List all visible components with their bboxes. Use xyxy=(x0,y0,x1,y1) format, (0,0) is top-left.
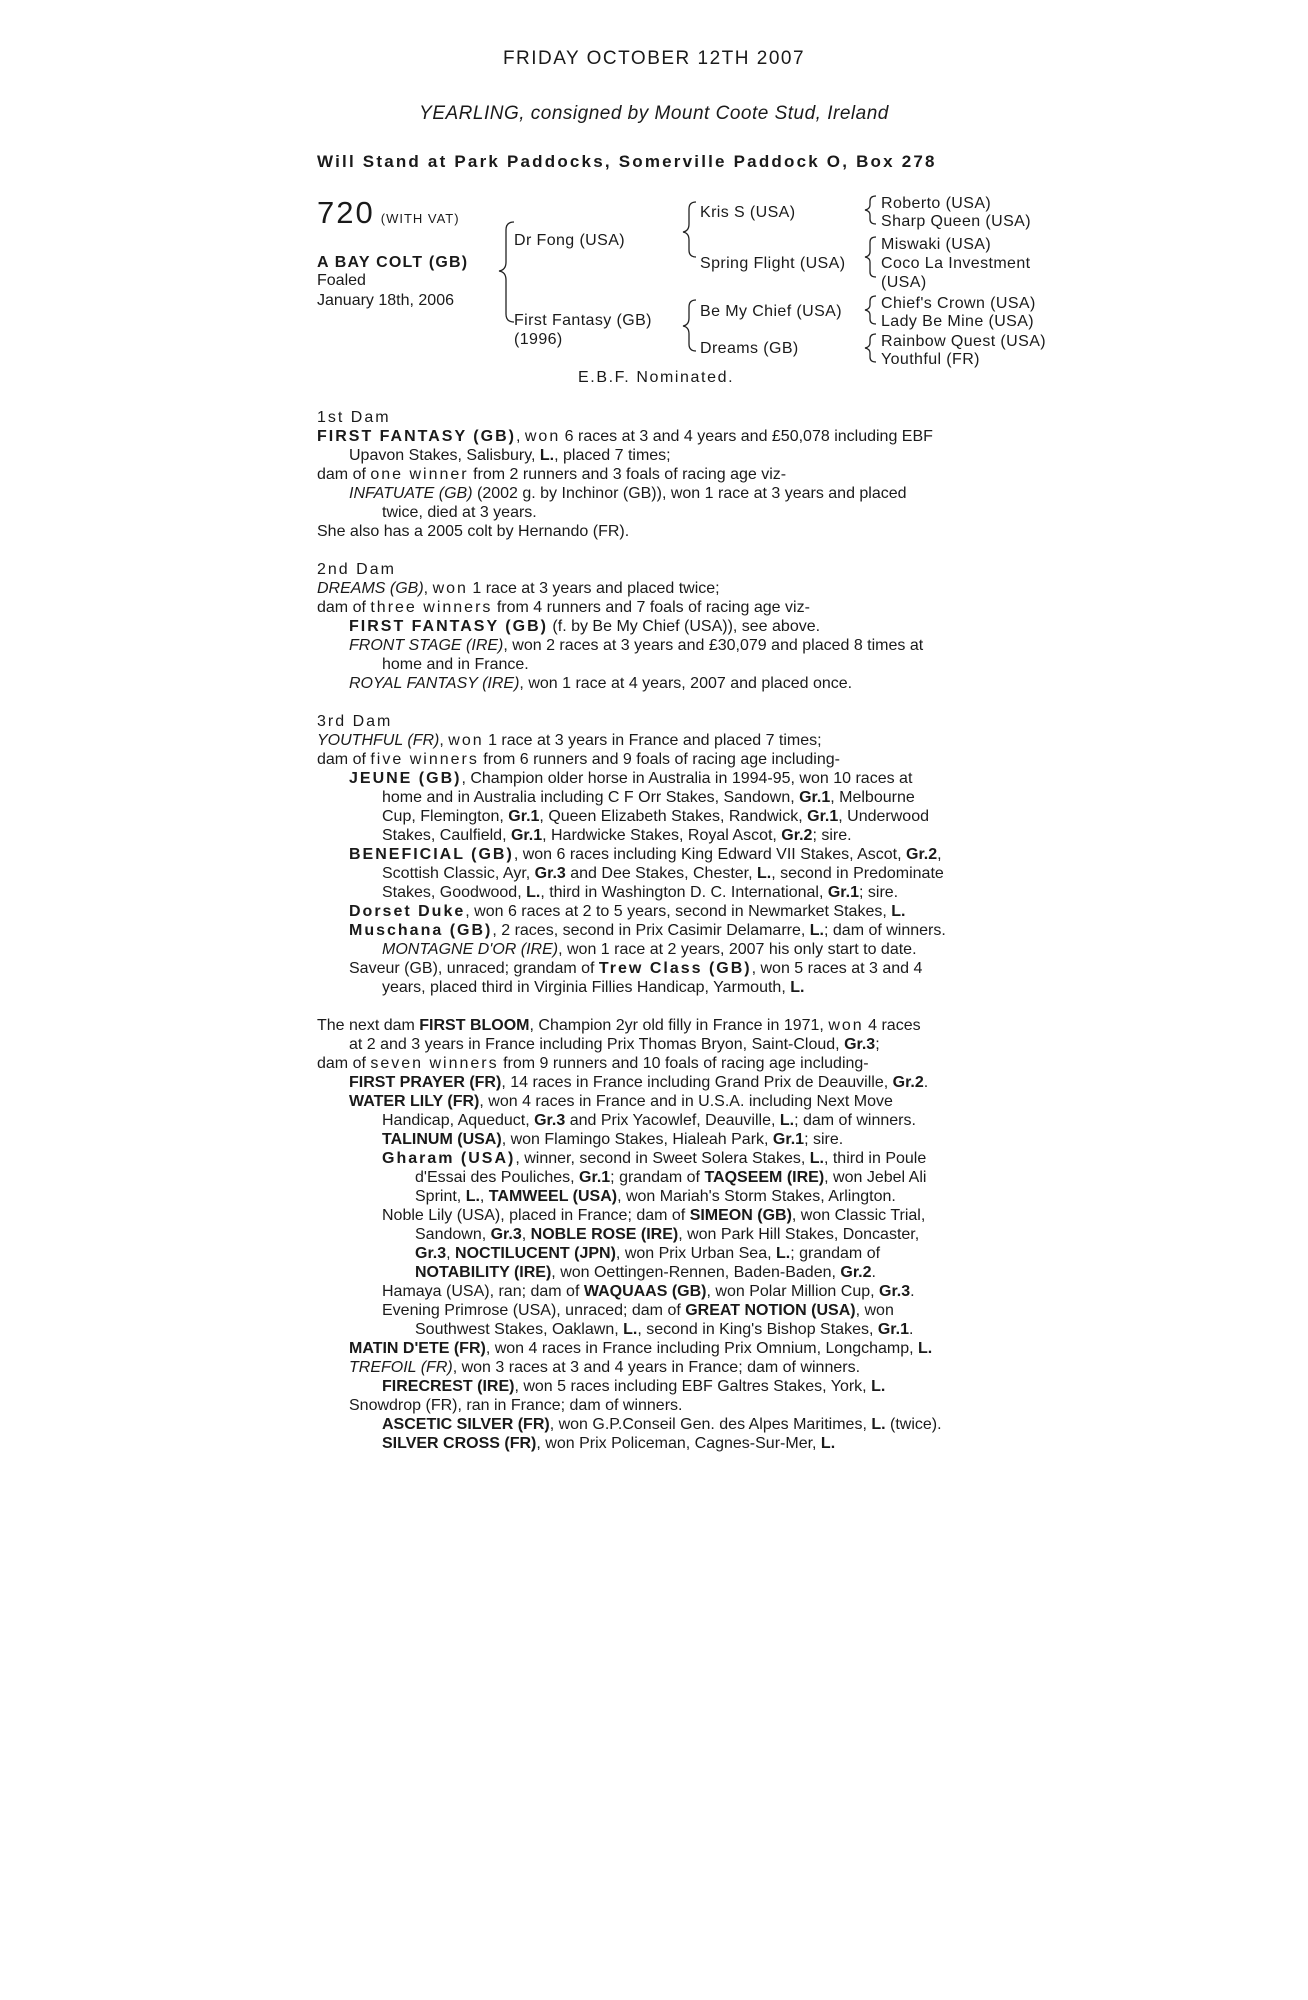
record-text: , second in Predominate xyxy=(771,865,944,882)
record-text: , won Polar Million Cup, xyxy=(706,1283,880,1300)
record-line xyxy=(317,446,1017,465)
record-text: d'Essai des Pouliches, xyxy=(415,1169,580,1186)
record-line xyxy=(317,864,1017,883)
highlighted-text: SILVER CROSS (FR) xyxy=(382,1435,537,1452)
record-line xyxy=(317,921,1017,940)
highlighted-text: L. xyxy=(465,1188,480,1205)
highlighted-text: L. xyxy=(757,865,772,882)
highlighted-text: JEUNE (GB) xyxy=(349,770,462,787)
record-text: 2nd Dam xyxy=(317,561,396,578)
record-text: Sprint, xyxy=(415,1188,466,1205)
highlighted-text: Dorset Duke xyxy=(349,903,466,920)
record-line xyxy=(317,427,1017,446)
record-line xyxy=(317,1358,1017,1377)
record-text: . xyxy=(871,1264,876,1281)
record-line xyxy=(317,902,1017,921)
record-line xyxy=(317,978,1017,997)
horse-name-italic: DREAMS (GB) xyxy=(317,580,424,597)
record-text: home and in Australia including C F Orr Stakes, Sandown, xyxy=(382,789,800,806)
pedigree-g4: Coco La Investment xyxy=(881,255,1031,272)
record-text: ; xyxy=(875,1036,880,1053)
record-line xyxy=(317,1377,1017,1396)
pedigree-g7: Rainbow Quest (USA) xyxy=(881,333,1046,350)
pedigree-dam-dam: Dreams (GB) xyxy=(700,340,799,357)
highlighted-text: Gr.1 xyxy=(508,808,540,825)
record-line xyxy=(317,1320,1017,1339)
pedigree-dam-year: (1996) xyxy=(514,331,563,348)
record-text: , xyxy=(446,1245,456,1262)
highlighted-text: MATIN D'ETE (FR) xyxy=(349,1340,486,1357)
record-text: , Underwood xyxy=(838,808,929,825)
record-line xyxy=(317,1035,1017,1054)
record-text: , won 5 races at 3 and 4 xyxy=(751,960,923,977)
record-line xyxy=(317,1168,1017,1187)
record-text: , won 4 races in France and in U.S.A. including Next Move xyxy=(479,1093,893,1110)
highlighted-text: L. xyxy=(539,447,555,464)
highlighted-text: NOBLE ROSE (IRE) xyxy=(530,1226,679,1243)
record-text: Southwest Stakes, Oaklawn, xyxy=(415,1321,624,1338)
highlighted-text: L. xyxy=(918,1340,933,1357)
highlighted-text: Gharam (USA) xyxy=(382,1150,516,1167)
record-text: (2002 g. by Inchinor (GB)), won 1 race at 3 years and placed xyxy=(472,485,907,502)
record-text: , xyxy=(423,580,433,597)
sale-date: FRIDAY OCTOBER 12TH 2007 xyxy=(502,48,806,69)
pedigree-g3: Miswaki (USA) xyxy=(881,236,992,253)
record-text: Snowdrop (FR), ran in France; dam of winners. xyxy=(349,1397,683,1414)
foaled-date: January 18th, 2006 xyxy=(317,292,454,309)
record-line xyxy=(317,1415,1017,1434)
highlighted-text: L. xyxy=(623,1321,638,1338)
foaled-label: Foaled xyxy=(317,272,366,289)
record-text: Hamaya (USA), ran; dam of xyxy=(382,1283,584,1300)
highlighted-text: L. xyxy=(526,884,541,901)
record-text: , xyxy=(937,846,942,863)
record-text: , won 1 race at 4 years, 2007 and placed once. xyxy=(519,675,853,692)
record-text: , won Jebel Ali xyxy=(824,1169,927,1186)
highlighted-text: Gr.1 xyxy=(772,1131,805,1148)
record-text: and Dee Stakes, Chester, xyxy=(565,865,758,882)
record-text: five winners xyxy=(370,751,479,768)
record-text: , won 6 races at 2 to 5 years, second in Newmarket Stakes, xyxy=(465,903,892,920)
record-text: ; grandam of xyxy=(790,1245,881,1262)
record-text: won xyxy=(524,428,561,445)
record-text: , xyxy=(521,1226,531,1243)
record-text: one winner xyxy=(370,466,469,483)
record-text: from 2 runners and 3 foals of racing age viz- xyxy=(468,466,787,483)
highlighted-text: TAQSEEM (IRE) xyxy=(704,1169,825,1186)
highlighted-text: L. xyxy=(776,1245,791,1262)
highlighted-text: Gr.3 xyxy=(844,1036,876,1053)
record-line xyxy=(317,484,1017,503)
record-line xyxy=(317,788,1017,807)
highlighted-text: TALINUM (USA) xyxy=(382,1131,502,1148)
record-line xyxy=(317,636,1017,655)
record-text: , won 4 races in France including Prix Omnium, Longchamp, xyxy=(485,1340,919,1357)
record-text: , xyxy=(515,428,525,445)
record-text: . xyxy=(923,1074,929,1091)
record-line xyxy=(317,750,1017,769)
record-text: 1 race at 3 years and placed twice; xyxy=(467,580,720,597)
record-text: Evening Primrose (USA), unraced; dam of xyxy=(382,1302,686,1319)
section-spacer xyxy=(317,997,1017,1016)
horse-name-italic: INFATUATE (GB) xyxy=(349,485,473,502)
record-text: dam of xyxy=(317,1055,371,1072)
record-text: Stakes, Goodwood, xyxy=(382,884,527,901)
highlighted-text: L. xyxy=(820,1435,836,1452)
section-spacer xyxy=(317,541,1017,560)
record-text: won xyxy=(448,732,484,749)
record-text: , won 1 race at 2 years, 2007 his only start to date. xyxy=(558,941,917,958)
highlighted-text: Gr.2 xyxy=(892,1074,924,1091)
highlighted-text: FIRECREST (IRE) xyxy=(382,1378,515,1395)
record-text: home and in France. xyxy=(382,656,529,673)
record-line xyxy=(317,883,1017,902)
record-text: Sandown, xyxy=(415,1226,491,1243)
record-text: 3rd Dam xyxy=(317,713,393,730)
record-line xyxy=(317,1263,1017,1282)
record-text: from 4 runners and 7 foals of racing age viz- xyxy=(492,599,810,616)
ebf-nomination: E.B.F. Nominated. xyxy=(578,369,735,386)
pedigree-g1: Roberto (USA) xyxy=(881,195,992,212)
consignment-line: YEARLING, consigned by Mount Coote Stud, Ireland xyxy=(419,103,889,124)
highlighted-text: Gr.3 xyxy=(415,1245,447,1262)
horse-name-italic: ROYAL FANTASY (IRE) xyxy=(349,675,520,692)
record-text: years, placed third in Virginia Fillies Handicap, Yarmouth, xyxy=(382,979,791,996)
record-line xyxy=(317,655,1017,674)
highlighted-text: L. xyxy=(891,903,906,920)
record-line xyxy=(317,465,1017,484)
pedigree-g5: Chief's Crown (USA) xyxy=(881,295,1036,312)
record-text: dam of xyxy=(317,466,371,483)
record-line xyxy=(317,1054,1017,1073)
record-text: , won 3 races at 3 and 4 years in France; dam of winners. xyxy=(452,1359,861,1376)
highlighted-text: WAQUAAS (GB) xyxy=(583,1283,707,1300)
pedigree-g8: Youthful (FR) xyxy=(881,351,980,368)
record-line xyxy=(317,1206,1017,1225)
highlighted-text: FIRST PRAYER (FR) xyxy=(349,1074,502,1091)
highlighted-text: Gr.3 xyxy=(534,1112,566,1129)
record-line xyxy=(317,1396,1017,1415)
record-line xyxy=(317,522,1017,541)
horse-description: A BAY COLT (GB) xyxy=(317,254,469,271)
horse-name-italic: FRONT STAGE (IRE) xyxy=(349,637,504,654)
vat-note: (WITH VAT) xyxy=(380,211,460,226)
record-text: Saveur (GB), unraced; grandam of xyxy=(349,960,599,977)
record-line xyxy=(317,731,1017,750)
record-text: dam of xyxy=(317,751,371,768)
produce-record xyxy=(317,408,1017,1453)
pedigree-g4-country: (USA) xyxy=(881,274,927,291)
record-text: , won xyxy=(855,1302,894,1319)
record-text: , Melbourne xyxy=(830,789,915,806)
highlighted-text: Gr.1 xyxy=(579,1169,611,1186)
highlighted-text: Gr.3 xyxy=(490,1226,522,1243)
record-text: 1st Dam xyxy=(317,409,391,426)
pedigree-dam-sire: Be My Chief (USA) xyxy=(700,303,842,320)
pedigree-braces xyxy=(0,0,1308,400)
record-text: 6 races at 3 and 4 years and £50,078 including EBF xyxy=(560,428,933,445)
record-line xyxy=(317,845,1017,864)
record-text: ; sire. xyxy=(812,827,852,844)
record-line xyxy=(317,1130,1017,1149)
record-line xyxy=(317,959,1017,978)
highlighted-text: Gr.1 xyxy=(799,789,831,806)
highlighted-text: ASCETIC SILVER (FR) xyxy=(382,1416,550,1433)
record-line xyxy=(317,1073,1017,1092)
highlighted-text: Gr.2 xyxy=(906,846,938,863)
horse-name-italic: YOUTHFUL (FR) xyxy=(317,732,440,749)
highlighted-text: Gr.2 xyxy=(781,827,813,844)
highlighted-text: Gr.3 xyxy=(879,1283,911,1300)
pedigree-sire-dam: Spring Flight (USA) xyxy=(700,255,846,272)
highlighted-text: WATER LILY (FR) xyxy=(349,1093,480,1110)
highlighted-text: FIRST BLOOM xyxy=(419,1017,530,1034)
record-text: , xyxy=(439,732,449,749)
pedigree-sire: Dr Fong (USA) xyxy=(514,232,625,249)
record-text: She also has a 2005 colt by Hernando (FR). xyxy=(317,523,630,540)
record-text: , Champion older horse in Australia in 1994-95, won 10 races at xyxy=(461,770,913,787)
record-line xyxy=(317,598,1017,617)
record-text: , 14 races in France including Grand Prix de Deauville, xyxy=(501,1074,893,1091)
record-text: The next dam xyxy=(317,1017,420,1034)
record-line xyxy=(317,560,1017,579)
record-text: , won Oettingen-Rennen, Baden-Baden, xyxy=(551,1264,841,1281)
highlighted-text: FIRST FANTASY (GB) xyxy=(317,428,516,445)
record-text: Handicap, Aqueduct, xyxy=(382,1112,535,1129)
highlighted-text: L. xyxy=(790,979,805,996)
highlighted-text: L. xyxy=(871,1416,886,1433)
lot-number-value: 720 xyxy=(317,195,375,230)
record-text: , Queen Elizabeth Stakes, Randwick, xyxy=(539,808,808,825)
highlighted-text: Gr.1 xyxy=(827,884,859,901)
record-line xyxy=(317,503,1017,522)
record-text: 4 races xyxy=(863,1017,921,1034)
record-line xyxy=(317,807,1017,826)
record-text: , won Park Hill Stakes, Doncaster, xyxy=(678,1226,920,1243)
highlighted-text: TAMWEEL (USA) xyxy=(488,1188,618,1205)
record-line xyxy=(317,1016,1017,1035)
highlighted-text: L. xyxy=(809,922,824,939)
record-text: . xyxy=(909,1321,914,1338)
highlighted-text: Muschana (GB) xyxy=(349,922,493,939)
record-text: ; grandam of xyxy=(610,1169,705,1186)
record-line xyxy=(317,769,1017,788)
record-text: , third in Poule xyxy=(823,1150,927,1167)
horse-name-italic: MONTAGNE D'OR (IRE) xyxy=(382,941,559,958)
record-text: dam of xyxy=(317,599,371,616)
record-text: twice, died at 3 years. xyxy=(382,504,537,521)
record-line xyxy=(317,1339,1017,1358)
record-text: , won G.P.Conseil Gen. des Alpes Maritimes, xyxy=(549,1416,872,1433)
record-text: , won Flamingo Stakes, Hialeah Park, xyxy=(501,1131,773,1148)
record-text: Scottish Classic, Ayr, xyxy=(382,865,535,882)
highlighted-text: Gr.1 xyxy=(877,1321,909,1338)
highlighted-text: GREAT NOTION (USA) xyxy=(685,1302,856,1319)
pedigree-g2: Sharp Queen (USA) xyxy=(881,213,1031,230)
record-text: , won Mariah's Storm Stakes, Arlington. xyxy=(617,1188,896,1205)
highlighted-text: BENEFICIAL (GB) xyxy=(349,846,514,863)
record-line xyxy=(317,1244,1017,1263)
highlighted-text: FIRST FANTASY (GB) xyxy=(349,618,548,635)
record-text: three winners xyxy=(370,599,493,616)
record-text: , Hardwicke Stakes, Royal Ascot, xyxy=(542,827,782,844)
horse-name-italic: TREFOIL (FR) xyxy=(349,1359,453,1376)
highlighted-text: L. xyxy=(779,1112,795,1129)
record-line xyxy=(317,1301,1017,1320)
record-line xyxy=(317,712,1017,731)
record-text: Upavon Stakes, Salisbury, xyxy=(349,447,540,464)
record-line xyxy=(317,826,1017,845)
highlighted-text: Gr.1 xyxy=(807,808,839,825)
highlighted-text: NOTABILITY (IRE) xyxy=(415,1264,552,1281)
stand-location: Will Stand at Park Paddocks, Somerville Paddock O, Box 278 xyxy=(317,152,937,171)
record-text: won xyxy=(432,580,468,597)
record-text: , won Prix Urban Sea, xyxy=(615,1245,776,1262)
record-text: , winner, second in Sweet Solera Stakes, xyxy=(515,1150,810,1167)
record-text: , 2 races, second in Prix Casimir Delamarre, xyxy=(492,922,810,939)
record-text: , won Classic Trial, xyxy=(791,1207,926,1224)
record-text: , second in King's Bishop Stakes, xyxy=(637,1321,878,1338)
record-text: ; dam of winners. xyxy=(824,922,946,939)
record-text: Noble Lily (USA), placed in France; dam of xyxy=(382,1207,690,1224)
pedigree-g6: Lady Be Mine (USA) xyxy=(881,313,1035,330)
record-text: , placed 7 times; xyxy=(554,447,671,464)
record-text: (f. by Be My Chief (USA)), see above. xyxy=(547,618,821,635)
record-text: (twice). xyxy=(885,1416,942,1433)
record-text: from 9 runners and 10 foals of racing age including- xyxy=(498,1055,869,1072)
pedigree-sire-sire: Kris S (USA) xyxy=(700,204,796,221)
record-text: won xyxy=(828,1017,864,1034)
highlighted-text: Trew Class (GB) xyxy=(598,960,752,977)
record-text: , won 5 races including EBF Galtres Stakes, York, xyxy=(514,1378,872,1395)
record-line xyxy=(317,579,1017,598)
record-line xyxy=(317,1282,1017,1301)
record-text: seven winners xyxy=(370,1055,499,1072)
record-text: , won Prix Policeman, Cagnes-Sur-Mer, xyxy=(536,1435,821,1452)
record-text: , won 2 races at 3 years and £30,079 and placed 8 times at xyxy=(503,637,924,654)
highlighted-text: NOCTILUCENT (JPN) xyxy=(455,1245,616,1262)
record-text: and Prix Yacowlef, Deauville, xyxy=(565,1112,780,1129)
record-line xyxy=(317,1225,1017,1244)
record-text: Stakes, Caulfield, xyxy=(382,827,511,844)
record-line xyxy=(317,617,1017,636)
record-line xyxy=(317,1092,1017,1111)
highlighted-text: Gr.1 xyxy=(510,827,543,844)
record-text: at 2 and 3 years in France including Prix Thomas Bryon, Saint-Cloud, xyxy=(349,1036,845,1053)
record-line xyxy=(317,1187,1017,1206)
record-text: , third in Washington D. C. International, xyxy=(540,884,828,901)
highlighted-text: Gr.3 xyxy=(534,865,566,882)
record-text: Cup, Flemington, xyxy=(382,808,509,825)
highlighted-text: Gr.2 xyxy=(840,1264,872,1281)
record-line xyxy=(317,1434,1017,1453)
record-text: ; sire. xyxy=(859,884,899,901)
record-text: from 6 runners and 9 foals of racing age including- xyxy=(478,751,840,768)
record-line xyxy=(317,940,1017,959)
record-text: , xyxy=(479,1188,489,1205)
record-line xyxy=(317,408,1017,427)
record-text: ; dam of winners. xyxy=(794,1112,916,1129)
record-text: , Champion 2yr old filly in France in 1971, xyxy=(529,1017,829,1034)
section-spacer xyxy=(317,693,1017,712)
highlighted-text: L. xyxy=(809,1150,824,1167)
highlighted-text: L. xyxy=(871,1378,886,1395)
record-text: , won 6 races including King Edward VII Stakes, Ascot, xyxy=(513,846,907,863)
record-text: ; sire. xyxy=(804,1131,844,1148)
record-line xyxy=(317,1149,1017,1168)
highlighted-text: SIMEON (GB) xyxy=(689,1207,792,1224)
record-text: . xyxy=(910,1283,915,1300)
record-text: 1 race at 3 years in France and placed 7 times; xyxy=(483,732,822,749)
record-line xyxy=(317,674,1017,693)
record-line xyxy=(317,1111,1017,1130)
pedigree-dam: First Fantasy (GB) xyxy=(514,312,652,329)
